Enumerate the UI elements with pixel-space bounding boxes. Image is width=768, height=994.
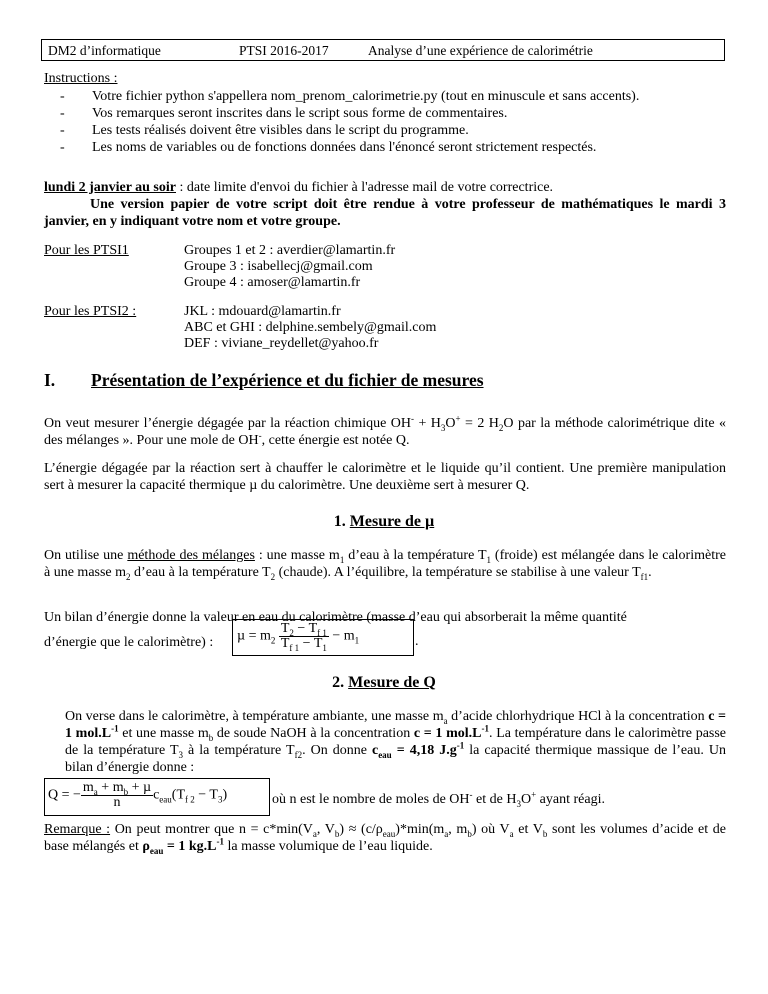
contact-line: JKL : mdouard@lamartin.fr [184, 304, 341, 319]
instructions-list [60, 88, 639, 156]
remark-paragraph: Remarque : On peut montrer que $n = c*\min(V_a$, $V_b) \approx (c/\rho_{eau})*\min(m_a$, $m_b$) où $V_a$ et $V_b$ sont les volumes d’acide et de base mélangés et $\rho_{eau} = 1$ $kg.L^{-1}$ la masse volumique de l’eau liquide. [44, 822, 727, 856]
subsection-number: 2. [332, 674, 345, 691]
header-class: PTSI 2016-2017 [239, 43, 329, 58]
section-1-title [44, 370, 484, 391]
mu-formula-line: d’énergie que le calorimètre) : [44, 635, 214, 650]
ptsi1-contacts [184, 243, 395, 291]
deadline-text: : date limite d'envoi du fichier à l'adresse mail de votre correctrice. [176, 180, 554, 195]
q-paragraph: On verse dans le calorimètre, à température ambiante, une masse $m_a$ d’acide chlorhydrique HCl à la concentration c = 1 $mol.L^{-1}$ et une masse $m_b$ de soude NaOH à la concentration c = 1 $mol.L^{-1}$. La température dans le calorimètre passe de la température $T_3$ à la température $T_{f2}$. On donne $c_{eau} = 4,18$ $J.g^{-1}$ la capacité thermique massique de l’eau. Un bilan d’énergie donne : [65, 709, 727, 775]
ptsi2-contacts [184, 304, 436, 352]
intro-paragraph: On veut mesurer l’énergie dégagée par la réaction chimique $OH^- + H_3O^+ = 2$ $H_2O$ par la méthode calorimétrique dite « des mélanges ». Pour une mole de OH-, cette énergie est notée Q. [44, 413, 726, 448]
section-number: I. [44, 370, 56, 390]
q-formula: Q = − $\frac{m_a + m_b + \mu}{n}$ $c_{eau}(T_{f 2} - T_3)$ [48, 780, 228, 810]
subsection-title-text: Mesure de µ [349, 513, 435, 530]
instruction-item: - Les noms de variables ou de fonctions données dans l'énoncé seront strictement respectés. [60, 139, 639, 156]
mixing-paragraph: On utilise une méthode des mélanges : une masse $m_1$ d’eau à la température $T_1$ (froide) est mélangée dans le calorimètre à une masse $m_2$ d’eau à la température $T_2$ (chaude). A l’équilibre, la température se stabilise à une valeur $T_{f1}$. [44, 548, 726, 582]
contact-line: DEF : viviane_reydellet@yahoo.fr [184, 336, 379, 351]
ptsi1-label: Pour les PTSI1 [44, 243, 129, 258]
section-title-text: Présentation de l’expérience et du fichier de mesures [91, 370, 484, 390]
instruction-item: - Votre fichier python s'appellera nom_prenom_calorimetrie.py (tout en minuscule et sans accents). [60, 88, 639, 105]
header-subject: Analyse d’une expérience de calorimétrie [368, 43, 593, 58]
document-header [41, 39, 725, 61]
instruction-item: - Les tests réalisés doivent être visibles dans le script du programme. [60, 122, 639, 139]
instruction-item: - Vos remarques seront inscrites dans le script sous forme de commentaires. [60, 105, 639, 122]
ptsi2-label: Pour les PTSI2 : [44, 304, 137, 319]
instructions-title: Instructions : [44, 71, 118, 86]
balance-paragraph: Un bilan d’énergie donne la valeur en eau du calorimètre (masse d’eau qui absorberait la même quantité [44, 610, 627, 625]
deadline-date: lundi 2 janvier au soir [44, 180, 176, 195]
energy-paragraph: L’énergie dégagée par la réaction sert à chauffer le calorimètre et le liquide qu’il contient. Une première manipulation sert à mesurer la capacité thermique µ du calorimètre. Une deuxième sert à mesurer Q. [44, 461, 726, 493]
header-course: DM2 d’informatique [48, 43, 161, 58]
subsection-title-text: Mesure de Q [348, 674, 436, 691]
contact-line: ABC et GHI : delphine.sembely@gmail.com [184, 320, 437, 335]
mu-formula-dot: . [415, 634, 419, 649]
subsection-1-title [0, 513, 768, 531]
contact-line: Groupe 3 : isabellecj@gmail.com [184, 259, 373, 274]
mu-formula-box [232, 619, 414, 656]
paper-notice: Une version papier de votre script doit être rendue à votre professeur de mathématiques le mardi 3 janvier, en y indiquant votre nom et votre groupe. [44, 197, 726, 229]
contact-line: Groupe 4 : amoser@lamartin.fr [184, 275, 361, 290]
q-formula-box [44, 778, 270, 816]
mu-formula: $\mu = m_2$ $\frac{T_2 - T_{f 1}}{T_{f 1} - T_1}$ − $m_1$ [237, 621, 360, 653]
contact-line: Groupes 1 et 2 : averdier@lamartin.fr [184, 243, 396, 258]
subsection-number: 1. [333, 513, 346, 530]
subsection-2-title [0, 674, 768, 692]
deadline-line [44, 179, 726, 196]
q-formula-note: où n est le nombre de moles de OH- et de $H_3O^+$ ayant réagi. [272, 789, 605, 809]
